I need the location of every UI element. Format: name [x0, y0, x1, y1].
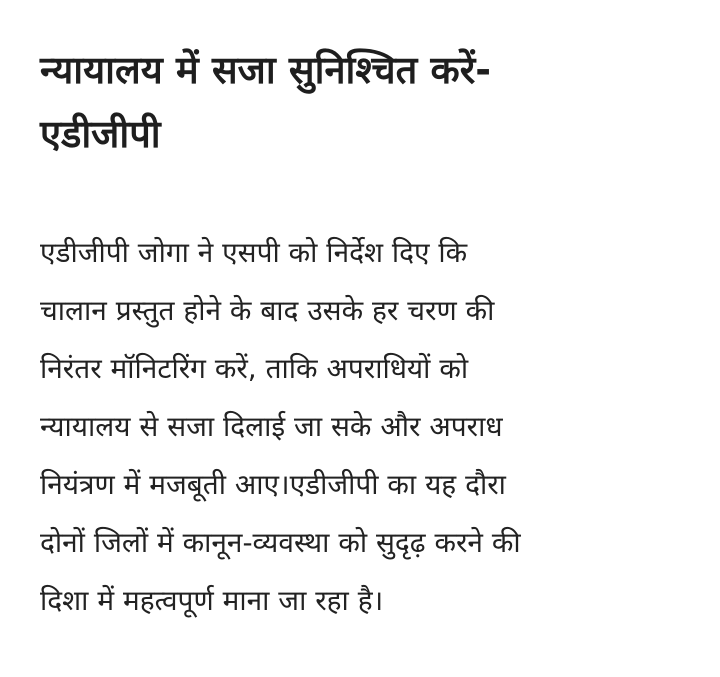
body-line: दोनों जिलों में कानून-व्यवस्था को सुदृढ़ करने की — [40, 526, 521, 559]
headline-line: एडीजीपी — [40, 112, 161, 156]
body-line: निरंतर मॉनिटरिंग करें, ताकि अपराधियों को — [40, 352, 469, 385]
body-line: न्यायालय से सजा दिलाई जा सके और अपराध — [40, 410, 503, 443]
news-article — [40, 38, 690, 630]
body-line: चालान प्रस्तुत होने के बाद उसके हर चरण की — [40, 294, 495, 327]
article-headline — [40, 38, 690, 166]
body-line: नियंत्रण में मजबूती आए।एडीजीपी का यह दौरा — [40, 468, 506, 501]
body-line: दिशा में महत्वपूर्ण माना जा रहा है। — [40, 584, 384, 617]
body-line: एडीजीपी जोगा ने एसपी को निर्देश दिए कि — [40, 236, 468, 269]
headline-line: न्यायालय में सजा सुनिश्चित करें- — [40, 48, 492, 92]
article-body — [40, 224, 690, 630]
